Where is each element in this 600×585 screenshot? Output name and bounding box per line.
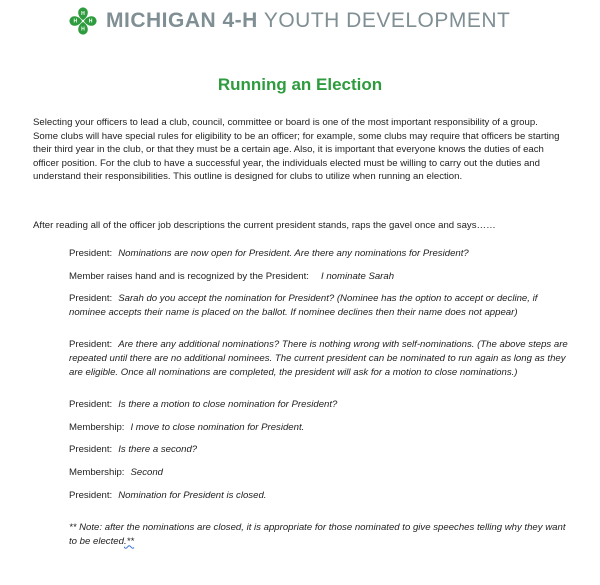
speaker: President: — [69, 339, 113, 351]
script-line — [69, 270, 569, 284]
script-line — [69, 398, 569, 412]
note-paragraph — [69, 521, 569, 548]
speaker: Membership: — [69, 421, 125, 433]
speaker: President: — [69, 248, 113, 259]
speaker: President: — [69, 489, 113, 501]
speaker: President: — [69, 444, 113, 456]
note-end: .** — [123, 535, 135, 547]
four-leaf-clover-icon — [66, 4, 100, 38]
speaker: Membership: — [69, 466, 125, 478]
speaker: President: — [69, 399, 113, 411]
line-text: Sarah do you accept the nomination for President? (Nominee has the option to accept or decline, if nominee accepts their name is placed on the ballot. If nominee declines then their name does not appear) — [69, 293, 538, 318]
script-line — [69, 443, 569, 457]
line-text: I move to close nomination for President. — [130, 421, 305, 433]
lead-paragraph: After reading all of the officer job descriptions the current president stands, raps the gavel once and says…… — [33, 220, 496, 231]
note-text: ** Note: after the nominations are closed, it is appropriate for those nominated to give speeches telling why they want to be elected — [69, 522, 566, 547]
line-text: Nomination for President is closed. — [118, 489, 267, 501]
script-line — [69, 489, 569, 503]
line-text: I nominate Sarah — [320, 270, 395, 282]
svg-text:H: H — [81, 26, 85, 33]
script-list — [69, 247, 569, 557]
speaker: President: — [69, 293, 113, 305]
svg-text:H: H — [81, 11, 85, 18]
brand-bold: MICHIGAN 4-H — [106, 9, 258, 32]
page-title: Running an Election — [217, 75, 383, 94]
script-line — [69, 292, 569, 319]
line-text: Second — [130, 466, 163, 478]
svg-text:H: H — [88, 18, 93, 25]
line-text: Is there a second? — [118, 444, 198, 456]
line-text: Is there a motion to close nomination for President? — [118, 399, 338, 411]
line-text: Are there any additional nominations? There is nothing wrong with self-nominations. (The above steps are repeated until there are no additional nominees. The current president can be nominated to run again as long as they are eligible. Once all nominations are completed, the president will ask for a motion to close nominations.) — [69, 339, 568, 378]
script-line — [69, 466, 569, 480]
intro-paragraph: Selecting your officers to lead a club, council, committee or board is one of the most important responsibility of a group. Some clubs will have special rules for eligibility to be an officer; for example, some clubs may require that officers be starting their third year in the club, or that they must be a certain age. Also, it is important that everyone knows the duties of each officer position. For the club to have a successful year, the individuals elected must be willing to carry out the duties and understand their responsibilities. This outline is designed for clubs to utilize when running an election. — [33, 117, 560, 183]
script-line — [69, 421, 569, 435]
brand-name — [106, 9, 510, 33]
page-header — [66, 4, 510, 38]
brand-light: YOUTH DEVELOPMENT — [263, 9, 511, 32]
svg-text:H: H — [73, 18, 78, 25]
script-line — [69, 338, 569, 379]
line-text: Nominations are now open for President. Are there any nominations for President? — [118, 248, 469, 259]
speaker: Member raises hand and is recognized by the President: — [69, 270, 309, 282]
script-line — [69, 247, 569, 261]
